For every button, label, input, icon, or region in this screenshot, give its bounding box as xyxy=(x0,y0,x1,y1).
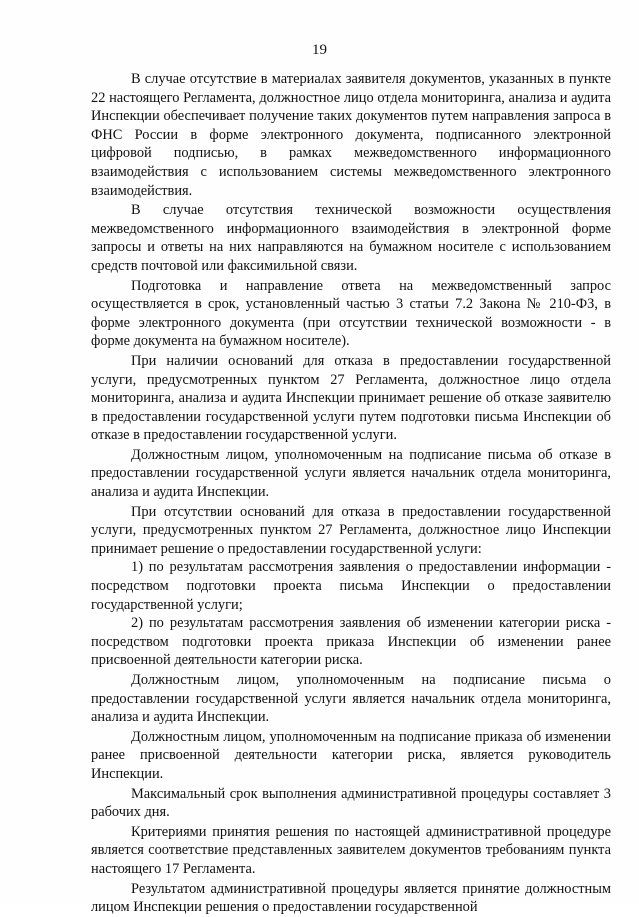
paragraph-refusal-signatory: Должностным лицом, уполномоченным на подписание письма об отказе в предоставлении государственной услуги является начальник отдела мониторинга, анализа и аудита Инспекции. xyxy=(91,446,611,501)
paragraph-no-technical-possibility: В случае отсутствия технической возможности осуществления межведомственного информационного взаимодействия в электронной форме запросы и ответы на них направляются на бумажном носителе с использованием средств почтовой или факсимильной связи. xyxy=(91,202,611,274)
document-body xyxy=(91,70,611,917)
page-number: 19 xyxy=(312,42,327,58)
paragraph-provision-decision: При отсутствии оснований для отказа в предоставлении государственной услуги, предусмотренных пунктом 27 Регламента, должностное лицо Инспекции принимает решение о предоставлении государственной услуги: xyxy=(91,503,611,557)
paragraph-decision-criteria: Критериями принятия решения по настоящей административной процедуре является соответствие представленных заявителем документов требованиям пункта настоящего 17 Регламента. xyxy=(91,823,611,877)
list-item-information-request: 1) по результатам рассмотрения заявления о предоставлении информации - посредством подготовки проекта письма Инспекции о предоставлении государственной услуги; xyxy=(91,559,611,613)
paragraph-refusal-grounds: При наличии оснований для отказа в предоставлении государственной услуги, предусмотренных пунктом 27 Регламента, должностное лицо отдела мониторинга, анализа и аудита Инспекции принимает решение об отказе заявителю в предоставлении государственной услуги путем подготовки письма Инспекции об отказе в предоставлении государственной услуги. xyxy=(91,352,611,444)
paragraph-missing-documents: В случае отсутствие в материалах заявителя документов, указанных в пункте 22 настоящего Регламента, должностное лицо отдела мониторинга, анализа и аудита Инспекции обеспечивает получение таких документов путем направления запроса в ФНС России в форме электронного документа, подписанного электронной цифровой подписью, в рамках межведомственного информационного взаимодействия с использованием системы межведомственного электронного взаимодействия. xyxy=(91,71,611,199)
paragraph-order-signatory: Должностным лицом, уполномоченным на подписание приказа об изменении ранее присвоенной деятельности категории риска, является руководитель Инспекции. xyxy=(91,728,611,782)
paragraph-response-deadline: Подготовка и направление ответа на межведомственный запрос осуществляется в срок, установленный частью 3 статьи 7.2 Закона № 210-ФЗ, в форме электронного документа (при отсутствии технической возможности - в форме документа на бумажном носителе). xyxy=(91,277,611,350)
list-item-risk-category-change: 2) по результатам рассмотрения заявления об изменении категории риска - посредством подготовки проекта приказа Инспекции об изменении ранее присвоенной деятельности категории риска. xyxy=(91,615,611,669)
paragraph-letter-signatory: Должностным лицом, уполномоченным на подписание письма о предоставлении государственной услуги является начальник отдела мониторинга, анализа и аудита Инспекции. xyxy=(91,672,611,726)
paragraph-procedure-result: Результатом административной процедуры является принятие должностным лицом Инспекции решения о предоставлении государственной xyxy=(91,880,611,916)
paragraph-max-duration: Максимальный срок выполнения административной процедуры составляет 3 рабочих дня. xyxy=(91,785,611,821)
